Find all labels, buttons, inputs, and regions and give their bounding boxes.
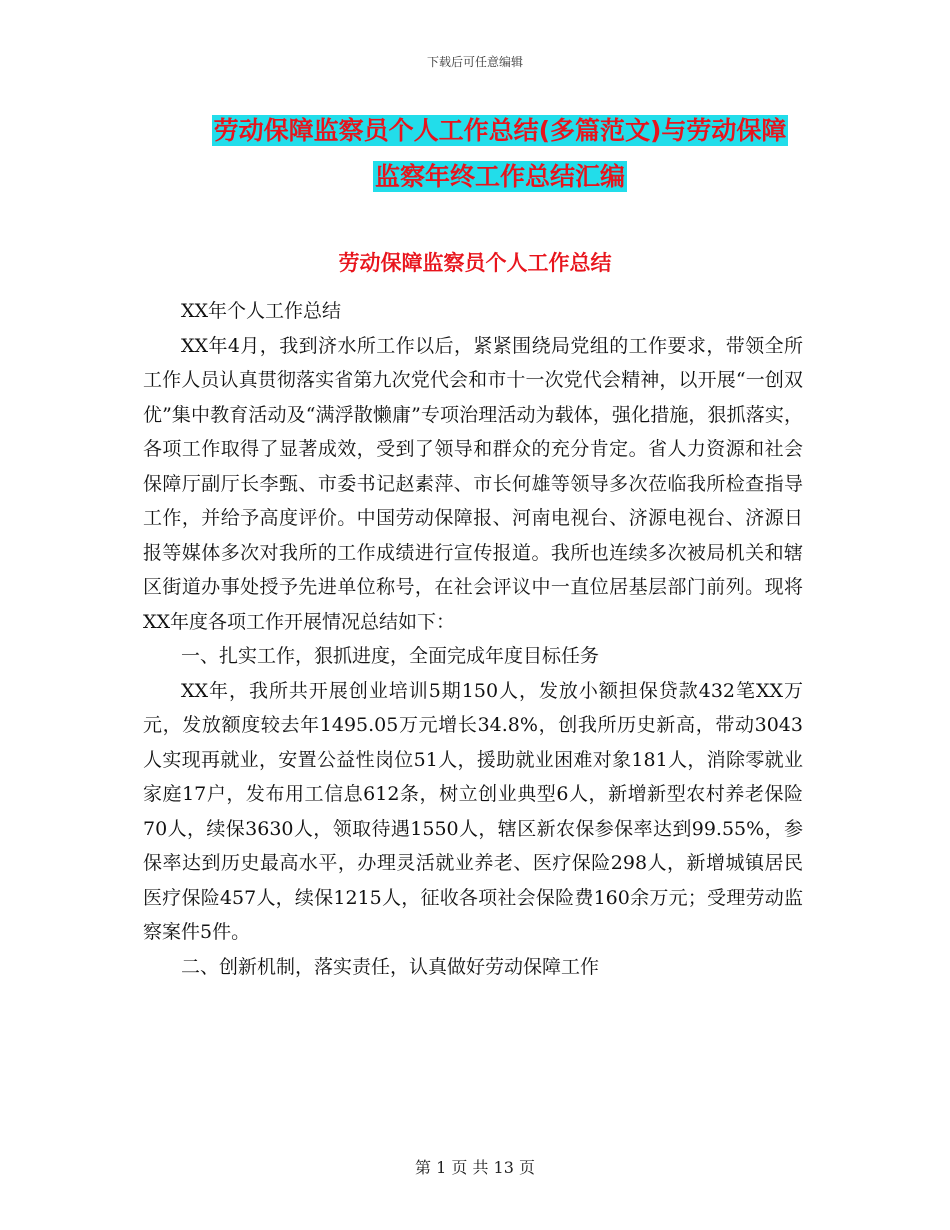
document-title-line1: 劳动保障监察员个人工作总结(多篇范文)与劳动保障 — [213, 116, 787, 145]
page-number: 第 1 页 共 13 页 — [415, 1158, 535, 1177]
paragraph: XX年4月，我到济水所工作以后，紧紧围绕局党组的工作要求，带领全所工作人员认真贯彻落实省第九次党代会和市十一次党代会精神，以开展“一创双优”集中教育活动及“满浮散懒庸”专项治理活动为载体，强化措施，狠抓落实，各项工作取得了显著成效，受到了领导和群众的充分肯定。省人力资源和社会保障厅副厅长李甄、市委书记赵素萍、市长何雄等领导多次莅临我所检查指导工作，并给予高度评价。中国劳动保障报、河南电视台、济源电视台、济源日报等媒体多次对我所的工作成绩进行宣传报道。我所也连续多次被局机关和辖区街道办事处授予先进单位称号，在社会评议中一直位居基层部门前列。现将XX年度各项工作开展情况总结如下： — [143, 334, 803, 633]
paragraph: XX年，我所共开展创业培训5期150人，发放小额担保贷款432笔XX万元，发放额度较去年1495.05万元增长34.8%，创我所历史新高，带动3043人实现再就业，安置公益性岗位51人，援助就业困难对象181人，消除零就业家庭17户，发布用工信息612条，树立创业典型6人，新增新型农村养老保险70人，续保3630人，领取待遇1550人，辖区新农保参保率达到99.55%，参保率达到历史最高水平，办理灵活就业养老、医疗保险298人，新增城镇居民医疗保险457人，续保1215人，征收各项社会保险费160余万元；受理劳动监察案件5件。 — [143, 679, 803, 943]
document-title-line2: 监察年终工作总结汇编 — [374, 162, 625, 191]
paragraph: 一、扎实工作，狠抓进度，全面完成年度目标任务 — [181, 645, 600, 667]
header-note: 下载后可任意编辑 — [426, 55, 523, 69]
document-body — [143, 294, 803, 984]
document-title — [140, 108, 860, 200]
paragraph: XX年个人工作总结 — [181, 300, 342, 322]
section-title: 劳动保障监察员个人工作总结 — [338, 251, 612, 275]
paragraph: 二、创新机制，落实责任，认真做好劳动保障工作 — [181, 955, 600, 978]
